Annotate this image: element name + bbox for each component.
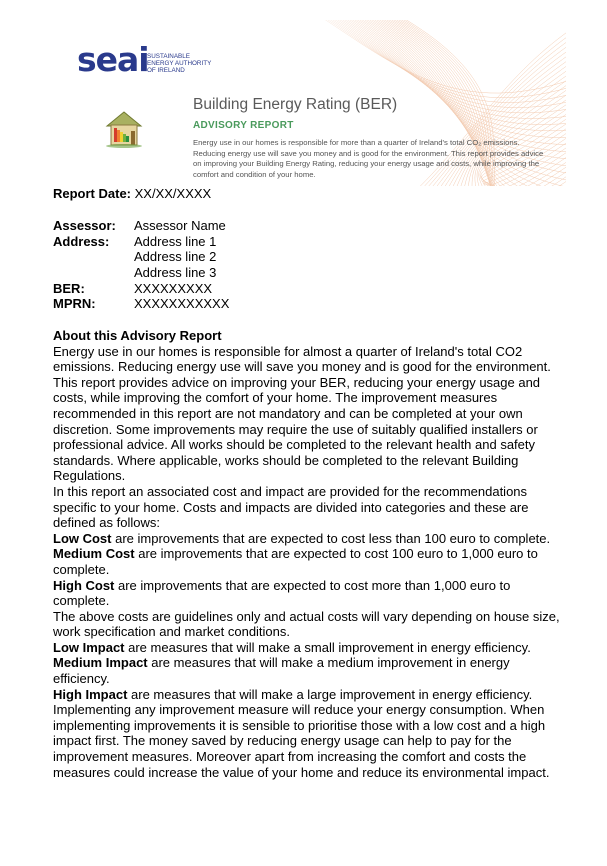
low-cost-term: Low Cost bbox=[53, 530, 112, 546]
low-cost-definition bbox=[53, 531, 568, 547]
low-impact-text: are measures that will make a small improvement in energy efficiency. bbox=[124, 639, 531, 655]
assessor-value: Assessor Name bbox=[134, 218, 226, 233]
address-line-1: Address line 1 bbox=[134, 234, 217, 249]
high-cost-text: are improvements that are expected to cost more than 1,000 euro to complete. bbox=[53, 577, 511, 609]
about-section bbox=[53, 328, 568, 780]
seai-logo-wordmark: seai bbox=[77, 40, 149, 79]
assessor-label: Assessor: bbox=[53, 218, 116, 233]
high-cost-term: High Cost bbox=[53, 577, 115, 593]
medium-cost-term: Medium Cost bbox=[53, 546, 135, 562]
logo-sub-line: OF IRELAND bbox=[147, 67, 185, 74]
document-title: Building Energy Rating (BER) bbox=[193, 96, 398, 113]
medium-cost-definition bbox=[53, 546, 568, 577]
address-line-2: Address line 2 bbox=[134, 249, 217, 264]
high-impact-text: are measures that will make a large improvement in energy efficiency. bbox=[127, 686, 533, 702]
low-impact-term: Low Impact bbox=[53, 639, 125, 655]
ber-label: BER: bbox=[53, 281, 85, 296]
about-heading: About this Advisory Report bbox=[53, 328, 222, 343]
logo-sub-line: SUSTAINABLE bbox=[147, 53, 190, 60]
high-impact-definition bbox=[53, 687, 568, 703]
seai-logo-subtitle bbox=[147, 53, 211, 74]
document-subtitle: ADVISORY REPORT bbox=[193, 120, 294, 131]
seai-logo bbox=[77, 40, 237, 82]
report-date-value: XX/XX/XXXX bbox=[134, 186, 212, 201]
medium-impact-definition bbox=[53, 655, 568, 686]
high-cost-definition bbox=[53, 578, 568, 609]
about-paragraph-1: Energy use in our homes is responsible for almost a quarter of Ireland's total CO2 emissions. Reducing energy use will save you money and is good for the environment. This report provides advice on improving your BER, reducing your energy usage and costs, while improving the comfort of your home. The improvement measures recommended in this report are not mandatory and can be completed at your own discretion. Some improvements may require the use of suitably qualified installers or professional advice. All works should be completed to the relevant health and safety standards. Where applicable, works should be completed to the relevant Building Regulations. bbox=[53, 343, 551, 484]
report-date-row bbox=[53, 186, 211, 202]
mprn-label: MPRN: bbox=[53, 296, 96, 311]
mprn-value: XXXXXXXXXXX bbox=[134, 296, 230, 311]
about-paragraph-3: The above costs are guidelines only and actual costs will vary depending on house size, work specification and market conditions. bbox=[53, 608, 560, 640]
logo-sub-line: ENERGY AUTHORITY bbox=[147, 60, 212, 67]
medium-impact-text: are measures that will make a medium improvement in energy efficiency. bbox=[53, 655, 510, 687]
address-label: Address: bbox=[53, 234, 110, 249]
header-intro-text: Energy use in our homes is responsible for more than a quarter of Ireland's total CO₂ emissions. Reducing energy use will save you money and is good for the environment. This report provides advice on improving your Building Energy Rating, reducing your energy usage and costs, while improving the comfort and condition of your home. bbox=[193, 138, 544, 179]
medium-cost-text: are improvements that are expected to cost 100 euro to 1,000 euro to complete. bbox=[53, 546, 538, 577]
report-date-label: Report Date: bbox=[53, 186, 132, 201]
low-impact-definition bbox=[53, 640, 568, 656]
address-line-3: Address line 3 bbox=[134, 265, 217, 280]
ber-value: XXXXXXXXX bbox=[134, 281, 213, 296]
medium-impact-term: Medium Impact bbox=[53, 655, 148, 671]
low-cost-text: are improvements that are expected to cost less than 100 euro to complete. bbox=[111, 530, 551, 546]
about-paragraph-4: Implementing any improvement measure will reduce your energy consumption. When implementing improvements it is sensible to prioritise those with a low cost and a high impact first. The money saved by reducing energy usage can help to pay for the improvement measures. Moreover apart from increasing the comfort and costs the measures could increase the value of your home and reduce its environmental impact. bbox=[53, 702, 550, 780]
about-paragraph-2: In this report an associated cost and impact are provided for the recommendations specific to your home. Costs and impacts are divided into categories and these are defined as follows: bbox=[53, 483, 529, 531]
high-impact-term: High Impact bbox=[53, 686, 128, 702]
house-icon bbox=[103, 109, 145, 149]
